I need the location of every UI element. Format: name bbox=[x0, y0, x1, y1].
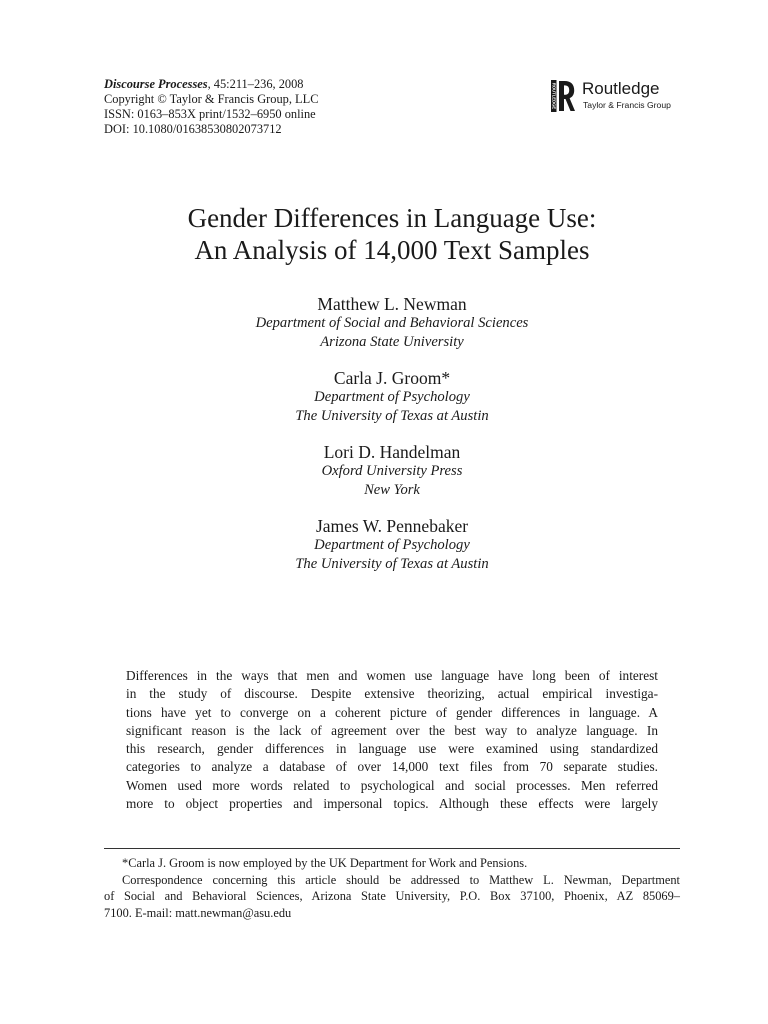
journal-doi: DOI: 10.1080/01638530802073712 bbox=[104, 122, 282, 136]
author-entry bbox=[0, 368, 768, 425]
correspondence-footnote-line: of Social and Behavioral Sciences, Arizona State University, P.O. Box 37100, Phoenix, AZ 85069– bbox=[104, 889, 680, 904]
author-entry bbox=[0, 294, 768, 351]
article-title-line-2: An Analysis of 14,000 Text Samples bbox=[194, 235, 590, 265]
correspondence-footnote-email: 7100. E-mail: matt.newman@asu.edu bbox=[104, 905, 292, 920]
author-institution: The University of Texas at Austin bbox=[295, 407, 489, 424]
author-list bbox=[0, 294, 768, 590]
author-name: Matthew L. Newman bbox=[317, 294, 467, 314]
author-name: Carla J. Groom* bbox=[333, 368, 451, 388]
abstract-line: this research, gender differences in language use were examined using standardized bbox=[126, 741, 658, 757]
author-department: Oxford University Press bbox=[321, 463, 463, 479]
author-entry bbox=[0, 516, 768, 573]
author-institution: New York bbox=[364, 481, 420, 498]
abstract-line: significant reason is the lack of agreement over the best way to analyze language. In bbox=[126, 722, 658, 738]
abstract-line: in the study of discourse. Despite extensive theorizing, actual empirical investiga- bbox=[126, 686, 658, 702]
author-entry bbox=[0, 442, 768, 499]
journal-copyright: Copyright © Taylor & Francis Group, LLC bbox=[104, 92, 319, 106]
journal-issn: ISSN: 0163–853X print/1532–6950 online bbox=[104, 107, 316, 121]
author-institution: The University of Texas at Austin bbox=[295, 555, 489, 572]
abstract-line: Differences in the ways that men and women use language have long been of interest bbox=[126, 668, 658, 683]
journal-name: Discourse Processes bbox=[104, 77, 208, 91]
publisher-vertical-wordmark: ROUTLEDGE bbox=[551, 82, 557, 110]
journal-citation-block bbox=[104, 77, 318, 137]
footnotes bbox=[104, 855, 680, 921]
publisher-name: Routledge bbox=[582, 79, 660, 98]
journal-volume-pages-year: , 45:211–236, 2008 bbox=[207, 77, 304, 91]
article-title-line-1: Gender Differences in Language Use: bbox=[187, 203, 597, 233]
publisher-group: Taylor & Francis Group bbox=[583, 100, 671, 110]
correspondence-footnote-line: Correspondence concerning this article should be addressed to Matthew L. Newman, Department bbox=[122, 872, 680, 887]
author-department: Department of Psychology bbox=[314, 537, 470, 553]
footnote-divider bbox=[104, 848, 680, 849]
author-institution: Arizona State University bbox=[320, 333, 464, 350]
author-department: Department of Psychology bbox=[314, 389, 470, 405]
abstract-line: more to object properties and impersonal topics. Although these effects were largely bbox=[126, 796, 658, 812]
author-department: Department of Social and Behavioral Sciences bbox=[255, 315, 529, 331]
author-name: James W. Pennebaker bbox=[315, 516, 469, 536]
abstract-line: categories to analyze a database of over 14,000 text files from 70 separate studies. bbox=[126, 759, 658, 775]
routledge-r-logo-icon bbox=[551, 80, 575, 112]
journal-citation-line bbox=[104, 77, 318, 92]
article-title bbox=[0, 202, 768, 266]
abstract-line: Women used more words related to psychological and social processes. Men referred bbox=[126, 777, 658, 793]
abstract-line: tions have yet to converge on a coherent picture of gender differences in language. A bbox=[126, 704, 658, 720]
author-name: Lori D. Handelman bbox=[323, 442, 461, 462]
author-note-footnote: *Carla J. Groom is now employed by the UK Department for Work and Pensions. bbox=[122, 856, 528, 870]
publisher-logo bbox=[551, 80, 681, 114]
abstract bbox=[126, 667, 658, 813]
